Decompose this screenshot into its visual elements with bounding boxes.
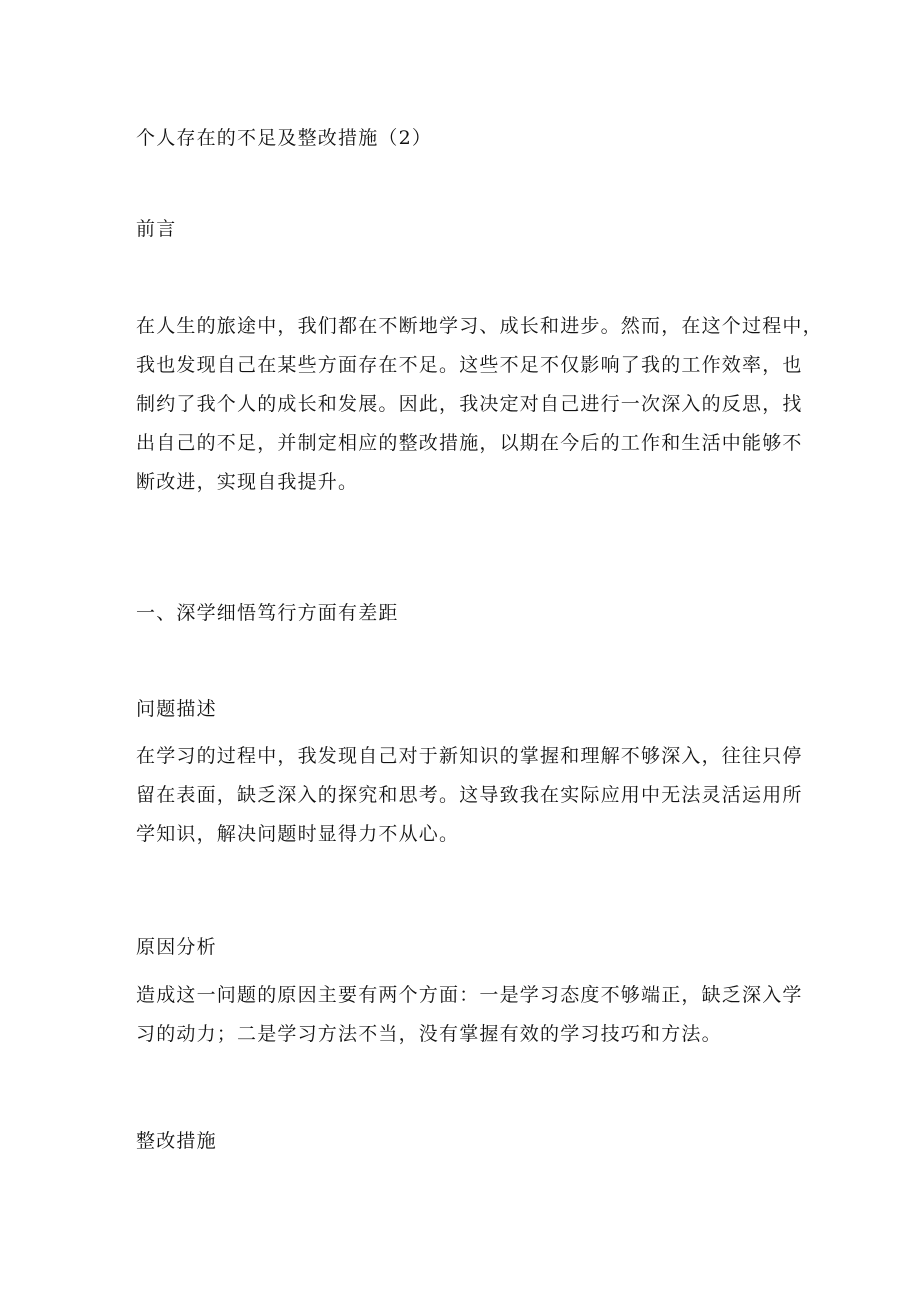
paragraph-line: 在学习的过程中，我发现自己对于新知识的掌握和理解不够深入，往往只停 bbox=[136, 745, 803, 767]
paragraph-line: 造成这一问题的原因主要有两个方面：一是学习态度不够端正，缺乏深入学 bbox=[136, 984, 803, 1006]
problem-heading: 问题描述 bbox=[136, 698, 217, 720]
cause-paragraph bbox=[136, 976, 803, 1054]
paragraph-line: 习的动力；二是学习方法不当，没有掌握有效的学习技巧和方法。 bbox=[136, 1023, 722, 1045]
paragraph-line: 我也发现自己在某些方面存在不足。这些不足不仅影响了我的工作效率，也 bbox=[136, 354, 803, 376]
paragraph-line: 断改进，实现自我提升。 bbox=[136, 471, 359, 493]
preface-heading: 前言 bbox=[136, 218, 177, 240]
paragraph-line: 制约了我个人的成长和发展。因此，我决定对自己进行一次深入的反思，找 bbox=[136, 393, 803, 415]
measures-heading: 整改措施 bbox=[136, 1130, 217, 1152]
paragraph-line: 留在表面，缺乏深入的探究和思考。这导致我在实际应用中无法灵活运用所 bbox=[136, 784, 803, 806]
document-title: 个人存在的不足及整改措施（2） bbox=[136, 127, 433, 149]
cause-heading: 原因分析 bbox=[136, 936, 217, 958]
preface-paragraph bbox=[136, 307, 823, 502]
section-heading: 一、深学细悟笃行方面有差距 bbox=[136, 602, 399, 624]
paragraph-line: 在人生的旅途中，我们都在不断地学习、成长和进步。然而，在这个过程中， bbox=[136, 315, 823, 337]
problem-paragraph bbox=[136, 737, 803, 854]
paragraph-line: 学知识，解决问题时显得力不从心。 bbox=[136, 823, 460, 845]
paragraph-line: 出自己的不足，并制定相应的整改措施，以期在今后的工作和生活中能够不 bbox=[136, 432, 803, 454]
